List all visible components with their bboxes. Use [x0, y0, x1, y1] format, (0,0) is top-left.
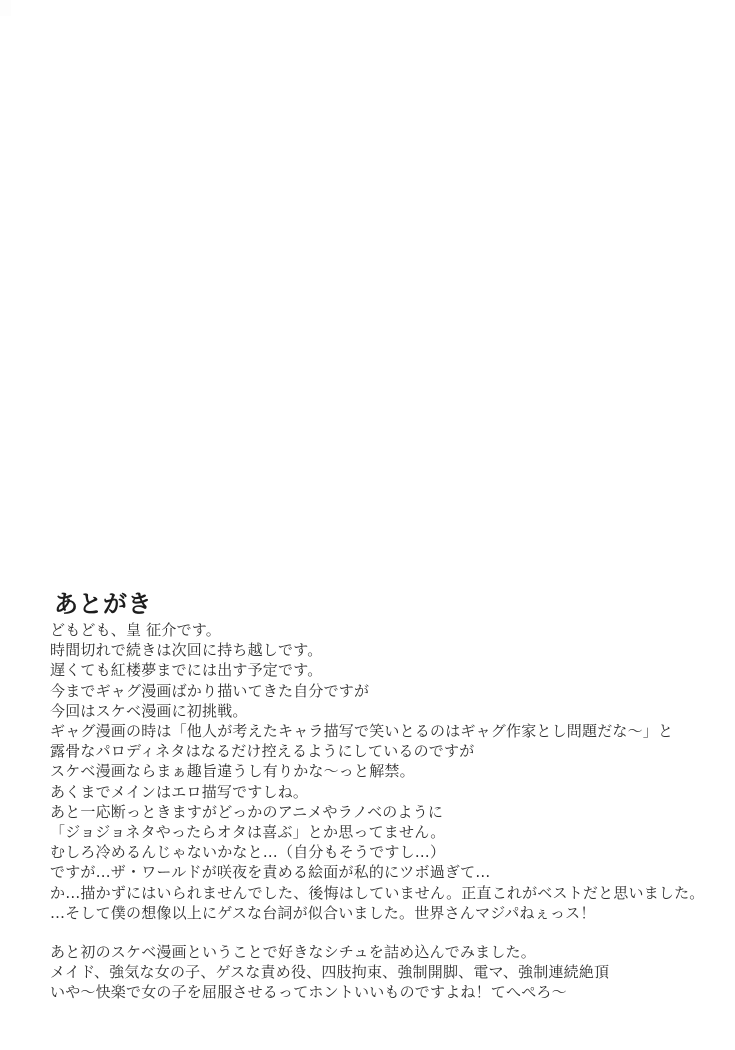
text-line: あくまでメインはエロ描写ですしね。	[50, 782, 309, 801]
text-line: ですが…ザ・ワールドが咲夜を責める絵面が私的にツボ過ぎて…	[50, 863, 491, 882]
text-line: 「ジョジョネタやったらオタは喜ぶ」とか思ってません。	[50, 823, 446, 842]
afterword-body-paragraph	[50, 620, 715, 923]
text-line: どもども、皇 征介です。	[50, 621, 221, 639]
text-line: か…描かずにはいられませんでした、後悔はしていません。正直これがベストだと思いました。	[50, 883, 705, 902]
text-line: メイド、強気な女の子、ゲスな責め役、四肢拘束、強制開脚、電マ、強制連続絶頂	[50, 963, 610, 982]
scan-artifact	[0, 0, 11, 16]
text-line: あと初のスケベ漫画ということで好きなシチュを詰め込んでみました。	[50, 943, 536, 962]
text-line: あと一応断っときますがどっかのアニメやラノベのように	[50, 802, 444, 821]
text-line: 今回はスケベ漫画に初挑戦。	[50, 701, 248, 720]
text-line: 時間切れで続きは次回に持ち越しです。	[50, 641, 323, 660]
text-line: 今までギャグ漫画ばかり描いてきた自分ですが	[50, 681, 370, 700]
afterword-heading: あとがき	[54, 590, 152, 618]
text-line: いや～快楽で女の子を屈服させるってホントいいものですよね！てへぺろ～	[50, 983, 567, 1002]
text-line: 遅くても紅楼夢までには出す予定です。	[50, 661, 323, 680]
text-line: 露骨なパロディネタはなるだけ控えるようにしているのですが	[50, 742, 475, 761]
text-line: スケベ漫画ならまぁ趣旨違うし有りかな～っと解禁。	[50, 762, 415, 781]
afterword-closing-paragraph	[50, 942, 715, 1003]
afterword-section	[50, 588, 715, 1003]
text-line: むしろ冷めるんじゃないかなと…（自分もそうですし…）	[50, 843, 446, 862]
text-line: ギャグ漫画の時は「他人が考えたキャラ描写で笑いとるのはギャグ作家とし問題だな～」と	[50, 722, 674, 741]
text-line: …そして僕の想像以上にゲスな台詞が似合いました。世界さんマジパねぇっス！	[50, 903, 596, 922]
